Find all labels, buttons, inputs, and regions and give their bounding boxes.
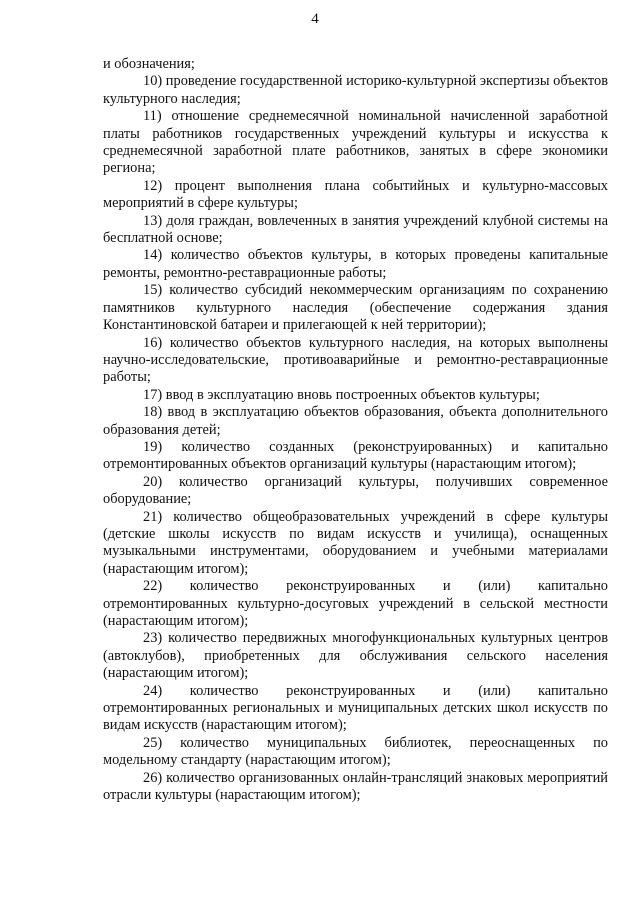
- list-item-21: 21) количество общеобразовательных учреждений в сфере культуры (детские школы искусств по видам искусств и училища), оснащенных музыкальными инструментами, оборудованием и учебными материалами (нарастающим итогом);: [103, 508, 608, 577]
- list-item-13: 13) доля граждан, вовлеченных в занятия учреждений клубной системы на бесплатной основе;: [103, 212, 608, 247]
- list-item-22: 22) количество реконструированных и (или) капитально отремонтированных культурно-досуговых учреждений в сельской местности (нарастающим итогом);: [103, 578, 608, 629]
- list-item-20: 20) количество организаций культуры, получивших современное оборудование;: [103, 473, 608, 508]
- list-item-19: 19) количество созданных (реконструированных) и капитально отремонтированных объектов организаций культуры (нарастающим итогом);: [103, 438, 608, 473]
- continuation-line: и обозначения;: [103, 56, 195, 72]
- list-item-26: 26) количество организованных онлайн-трансляций знаковых мероприятий отрасли культуры (нарастающим итогом);: [103, 769, 608, 804]
- page-number: 4: [311, 11, 319, 27]
- list-item-15: 15) количество субсидий некоммерческим организациям по сохранению памятников культурного наследия (обеспечение содержания здания Константиновской батареи и прилегающей к ней территории);: [103, 282, 608, 334]
- list-item-14: 14) количество объектов культуры, в которых проведены капитальные ремонты, ремонтно-реставрационные работы;: [103, 247, 608, 281]
- list-item-12: 12) процент выполнения плана событийных и культурно-массовых мероприятий в сфере культуры;: [103, 177, 608, 212]
- list-item-25: 25) количество муниципальных библиотек, переоснащенных по модельному стандарту (нарастающим итогом);: [103, 734, 608, 769]
- document-body: [103, 56, 608, 804]
- list-item-10: 10) проведение государственной историко-культурной экспертизы объектов культурного наследия;: [103, 73, 608, 107]
- list-item-18: 18) ввод в эксплуатацию объектов образования, объекта дополнительного образования детей;: [103, 404, 608, 438]
- list-item-24: 24) количество реконструированных и (или) капитально отремонтированных региональных и муниципальных детских школ искусств по видам искусств (нарастающим итогом);: [103, 682, 608, 734]
- list-item-23: 23) количество передвижных многофункциональных культурных центров (автоклубов), приобретенных для обслуживания сельского населения (нарастающим итогом);: [103, 630, 608, 682]
- list-item-16: 16) количество объектов культурного наследия, на которых выполнены научно-исследовательские, противоаварийные и ремонтно-реставрационные работы;: [103, 334, 608, 386]
- list-item-11: 11) отношение среднемесячной номинальной начисленной заработной платы работников государственных учреждений культуры и искусства к среднемесячной заработной плате работников, занятых в сфере экономики региона;: [103, 108, 608, 177]
- list-item-17: 17) ввод в эксплуатацию вновь построенных объектов культуры;: [143, 386, 540, 403]
